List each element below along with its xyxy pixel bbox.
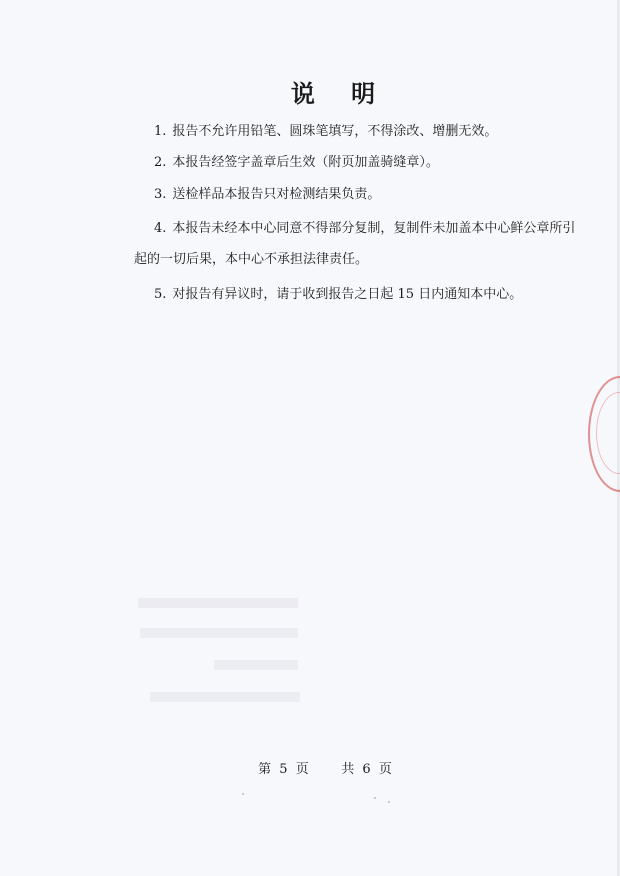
item-text: 本报告经签字盖章后生效（附页加盖骑缝章）。 [172, 155, 439, 170]
item-text: 对报告有异议时，请于收到报告之日起 15 日内通知本中心。 [172, 287, 523, 302]
bleed-through-mark [138, 598, 298, 608]
item-number: 2. [154, 155, 167, 170]
page-title: 说 明 [290, 79, 390, 108]
item-text: 报告不允许用铅笔、圆珠笔填写，不得涂改、增删无效。 [172, 124, 498, 139]
item-text: 本报告未经本中心同意不得部分复制，复制件未加盖本中心鲜公章所引 [172, 221, 576, 236]
page-prefix: 第 [258, 762, 272, 777]
bleed-through-mark [140, 628, 298, 638]
page-footer [0, 758, 620, 777]
item-number: 3. [154, 187, 167, 202]
list-item-1 [154, 124, 497, 140]
bleed-through-mark [214, 660, 298, 670]
page-current: 5 [279, 762, 288, 777]
scan-speck [242, 793, 244, 795]
item-text: 送检样品本报告只对检测结果负责。 [172, 187, 381, 202]
list-item-5 [154, 287, 522, 303]
list-item-3 [154, 187, 380, 203]
list-item-2 [154, 155, 439, 171]
item-number: 5. [154, 287, 167, 302]
item-number: 1. [154, 124, 167, 139]
bleed-through-mark [150, 692, 300, 702]
page-total: 6 [362, 762, 371, 777]
list-item-4-continuation: 起的一切后果，本中心不承担法律责任。 [134, 252, 369, 267]
scan-speck [388, 801, 390, 803]
list-item-4 [154, 221, 575, 237]
item-number: 4. [154, 221, 167, 236]
total-prefix: 共 [341, 762, 355, 777]
page-unit: 页 [295, 762, 309, 777]
total-unit: 页 [378, 762, 392, 777]
scan-speck [374, 797, 376, 799]
